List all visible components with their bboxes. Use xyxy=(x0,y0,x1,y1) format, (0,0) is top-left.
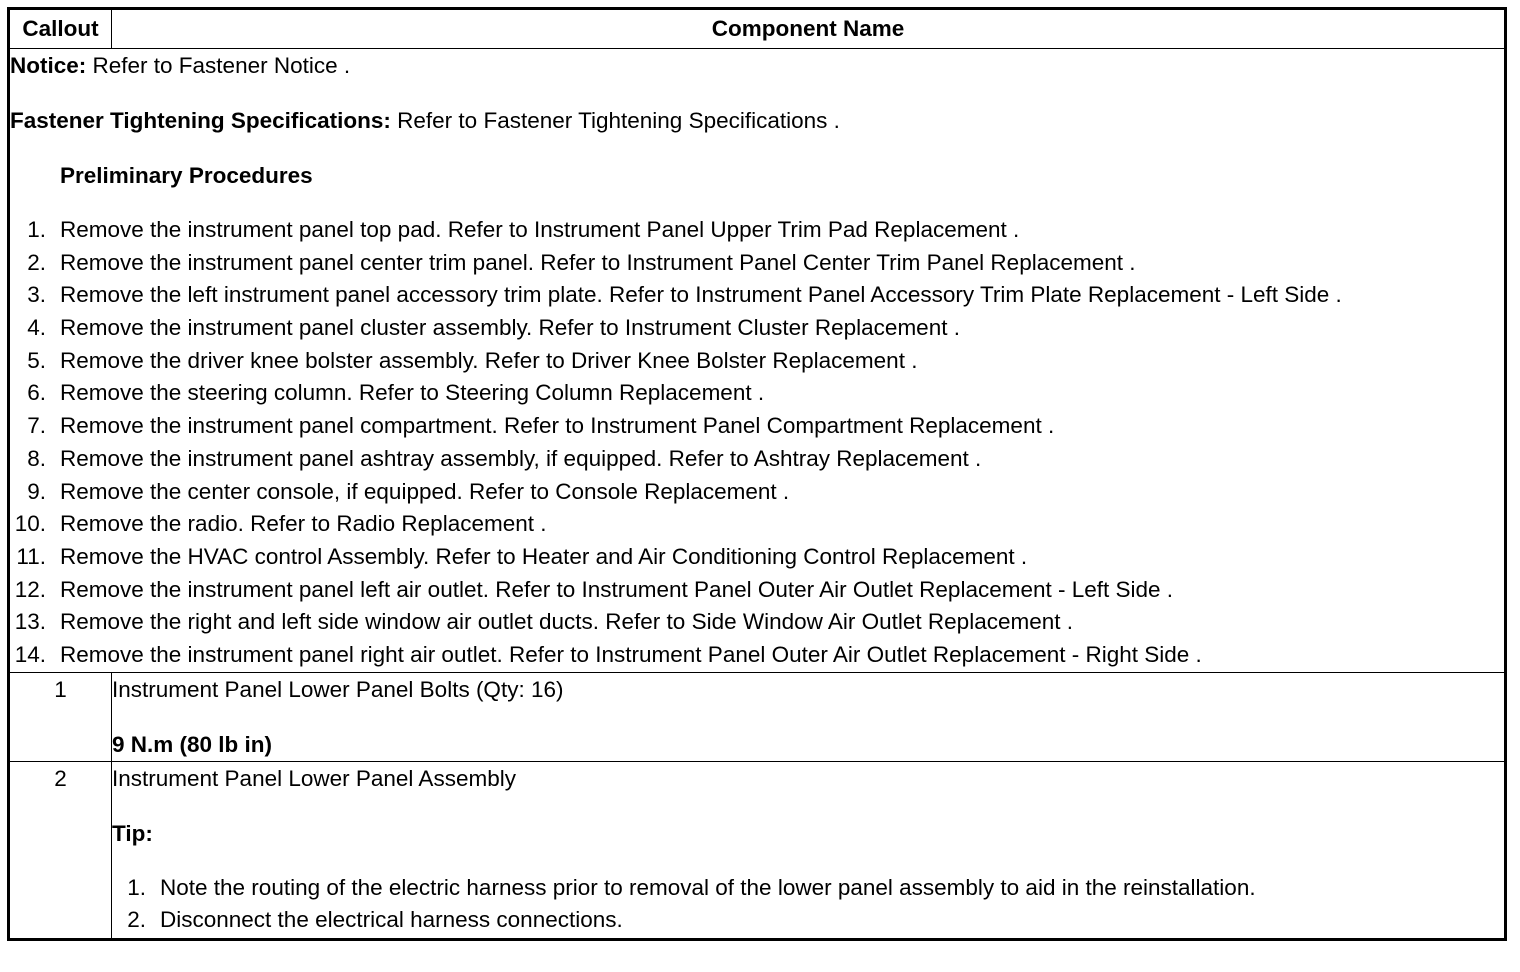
component-cell xyxy=(112,761,1506,939)
notes-row xyxy=(9,49,1506,673)
list-item xyxy=(10,606,1504,639)
component-name: Instrument Panel Lower Panel Bolts (Qty: 16) xyxy=(112,676,564,702)
step-number: 10. xyxy=(14,511,46,537)
step-text: Remove the radio. Refer to Radio Replacement . xyxy=(60,511,547,537)
list-item xyxy=(10,214,1504,247)
step-text: Remove the steering column. Refer to Steering Column Replacement . xyxy=(60,380,765,406)
step-number: 3. xyxy=(27,282,46,308)
callout-column-header: Callout xyxy=(9,9,112,49)
torque-spec: 9 N.m (80 lb in) xyxy=(112,731,273,757)
callout-number: 1 xyxy=(9,672,112,761)
list-item xyxy=(10,279,1504,312)
step-text: Remove the right and left side window air outlet ducts. Refer to Side Window Air Outlet Replacement . xyxy=(60,609,1073,635)
step-text: Remove the instrument panel center trim panel. Refer to Instrument Panel Center Trim Panel Replacement . xyxy=(60,249,1136,275)
list-item xyxy=(10,541,1504,574)
step-number: 2. xyxy=(27,249,46,275)
notes-cell xyxy=(9,49,1506,673)
step-text: Remove the instrument panel ashtray assembly, if equipped. Refer to Ashtray Replacement . xyxy=(60,445,982,471)
list-item xyxy=(10,476,1504,509)
step-number: 9. xyxy=(27,478,46,504)
table-row xyxy=(9,761,1506,939)
list-item xyxy=(10,377,1504,410)
component-cell xyxy=(112,672,1506,761)
step-number: 11. xyxy=(16,543,46,569)
preliminary-steps-list xyxy=(10,214,1504,672)
step-text: Remove the instrument panel cluster assembly. Refer to Instrument Cluster Replacement . xyxy=(60,315,960,341)
component-name: Instrument Panel Lower Panel Assembly xyxy=(112,765,516,791)
step-number: 8. xyxy=(27,445,46,471)
list-item xyxy=(112,904,1504,937)
step-text: Remove the center console, if equipped. Refer to Console Replacement . xyxy=(60,478,790,504)
fastener-spec-paragraph xyxy=(10,104,1504,137)
step-text: Note the routing of the electric harness prior to removal of the lower panel assembly to aid in the reinstallation. xyxy=(160,874,1256,900)
fastener-spec-text: Refer to Fastener Tightening Specifications . xyxy=(390,108,840,133)
step-number: 1. xyxy=(27,217,46,242)
list-item xyxy=(10,443,1504,476)
step-number: 12. xyxy=(14,576,46,602)
component-table xyxy=(7,7,1507,941)
step-number: 14. xyxy=(14,641,46,667)
list-item xyxy=(10,508,1504,541)
step-number: 2. xyxy=(127,907,146,933)
notice-paragraph xyxy=(10,49,1504,82)
step-number: 4. xyxy=(27,315,46,341)
step-text: Remove the instrument panel top pad. Refer to Instrument Panel Upper Trim Pad Replacement . xyxy=(60,217,1020,242)
component-name-column-header: Component Name xyxy=(112,9,1506,49)
table-header-row xyxy=(9,9,1506,49)
notice-label: Notice: xyxy=(10,53,87,78)
step-number: 5. xyxy=(27,347,46,373)
list-item xyxy=(10,410,1504,443)
notice-text: Refer to Fastener Notice . xyxy=(86,53,351,78)
step-text: Remove the instrument panel left air outlet. Refer to Instrument Panel Outer Air Outlet Replacement - Left Side . xyxy=(60,576,1174,602)
step-text: Disconnect the electrical harness connections. xyxy=(160,907,623,933)
fastener-spec-label: Fastener Tightening Specifications: xyxy=(10,108,391,133)
step-number: 7. xyxy=(27,413,46,439)
step-number: 1. xyxy=(127,874,146,900)
step-text: Remove the instrument panel compartment. Refer to Instrument Panel Compartment Replacement . xyxy=(60,413,1055,439)
table-row xyxy=(9,672,1506,761)
list-item xyxy=(10,312,1504,345)
preliminary-procedures-title: Preliminary Procedures xyxy=(60,163,313,188)
list-item xyxy=(10,639,1504,672)
list-item xyxy=(10,247,1504,280)
list-item xyxy=(112,872,1504,905)
tip-label: Tip: xyxy=(112,820,153,846)
list-item xyxy=(10,345,1504,378)
step-text: Remove the left instrument panel accessory trim plate. Refer to Instrument Panel Accessory Trim Plate Replacement - Left Side . xyxy=(60,282,1342,308)
step-text: Remove the HVAC control Assembly. Refer to Heater and Air Conditioning Control Replacement . xyxy=(60,543,1028,569)
tip-steps-list xyxy=(112,872,1504,937)
step-text: Remove the driver knee bolster assembly. Refer to Driver Knee Bolster Replacement . xyxy=(60,347,918,373)
callout-number: 2 xyxy=(9,761,112,939)
step-number: 6. xyxy=(27,380,46,406)
step-number: 13. xyxy=(14,609,46,635)
list-item xyxy=(10,574,1504,607)
step-text: Remove the instrument panel right air outlet. Refer to Instrument Panel Outer Air Outlet Replacement - Right Side . xyxy=(60,641,1202,667)
